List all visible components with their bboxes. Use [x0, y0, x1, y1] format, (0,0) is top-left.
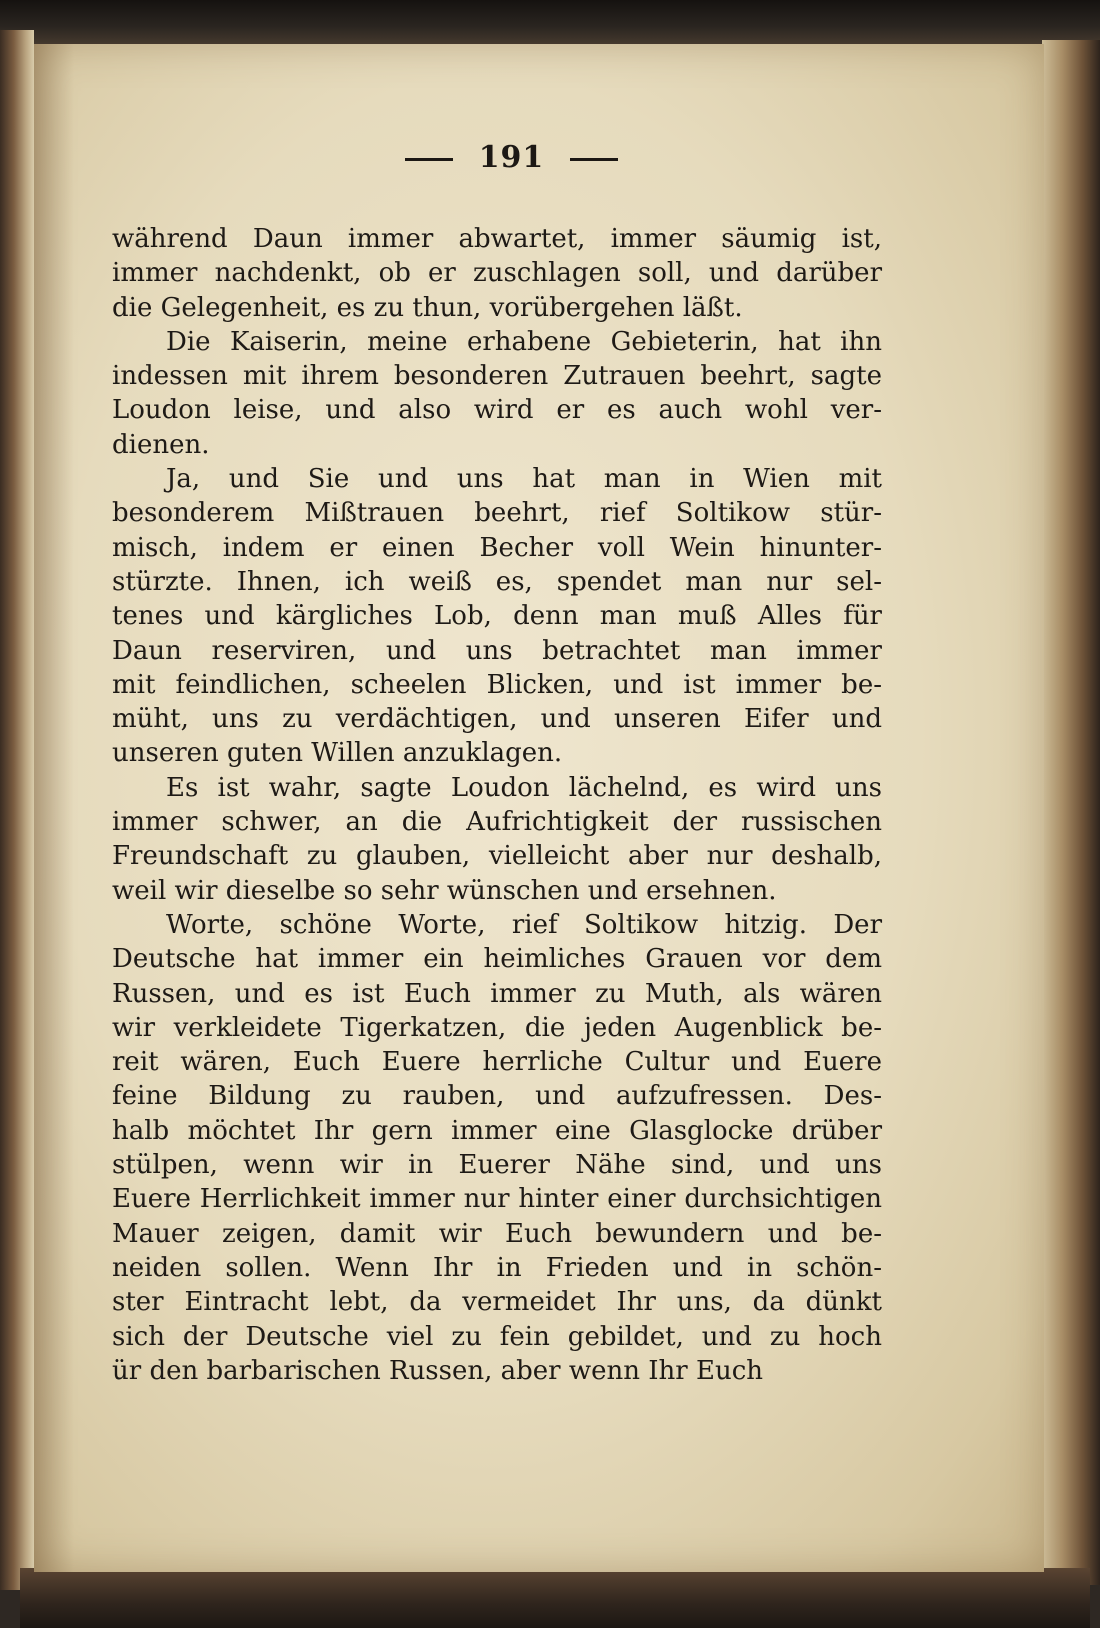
book-top-edge	[0, 0, 1100, 48]
text-line: neiden sollen. Wenn Ihr in Frieden und in schön-	[112, 1252, 882, 1283]
text-line: mit feindlichen, scheelen Blicken, und ist immer be-	[112, 669, 882, 700]
text-line: Loudon leise, und also wird er es auch wohl ver-	[112, 395, 882, 426]
paragraph	[112, 325, 882, 462]
text-line: Die Kaiserin, meine erhabene Gebieterin, hat ihn	[166, 326, 882, 357]
text-line: Mauer zeigen, damit wir Euch bewundern und be-	[112, 1218, 882, 1249]
text-line: Euere Herrlichkeit immer nur hinter einer durchsichtigen	[112, 1184, 882, 1215]
paragraph	[112, 462, 882, 771]
paragraph	[112, 908, 882, 1388]
text-line: Russen, und es ist Euch immer zu Muth, als wären	[112, 978, 882, 1009]
text-line: Ja, und Sie und uns hat man in Wien mit	[166, 464, 882, 495]
text-line: ür den barbarischen Russen, aber wenn Ihr Euch	[112, 1355, 764, 1386]
text-line: indessen mit ihrem besonderen Zutrauen beehrt, sagte	[112, 361, 882, 392]
text-line: besonderem Mißtrauen beehrt, rief Soltikow stür-	[112, 498, 882, 529]
text-line: feine Bildung zu rauben, und aufzufressen. Des-	[112, 1081, 882, 1112]
text-line: unseren guten Willen anzuklagen.	[112, 738, 563, 769]
text-line: während Daun immer abwartet, immer säumig ist,	[112, 224, 882, 254]
page-header	[34, 140, 989, 175]
header-rule-right	[570, 158, 618, 161]
text-line: Freundschaft zu glauben, vielleicht aber nur deshalb,	[112, 841, 882, 872]
book-page-edges	[1042, 40, 1100, 1585]
body-text	[112, 222, 882, 1388]
text-line: müht, uns zu verdächtigen, und unseren Eifer und	[112, 704, 882, 735]
text-line: tenes und kärgliches Lob, denn man muß Alles für	[112, 601, 882, 632]
paragraph	[112, 222, 882, 325]
text-line: Daun reserviren, und uns betrachtet man immer	[112, 635, 882, 666]
gutter-shadow	[34, 44, 74, 1572]
text-line: dienen.	[112, 429, 210, 460]
text-line: stürzte. Ihnen, ich weiß es, spendet man nur sel-	[112, 566, 882, 597]
text-line: weil wir dieselbe so sehr wünschen und ersehnen.	[112, 875, 777, 906]
text-line: ster Eintracht lebt, da vermeidet Ihr uns, da dünkt	[112, 1287, 882, 1318]
header-rule-left	[405, 158, 453, 161]
book-page	[34, 44, 1044, 1572]
text-line: reit wären, Euch Euere herrliche Cultur und Euere	[112, 1047, 882, 1078]
book-bottom-edge	[20, 1568, 1090, 1628]
text-line: stülpen, wenn wir in Euerer Nähe sind, und uns	[112, 1150, 882, 1181]
paragraph	[112, 771, 882, 908]
text-line: immer nachdenkt, ob er zuschlagen soll, und darüber	[112, 258, 882, 289]
text-line: immer schwer, an die Aufrichtigkeit der russischen	[112, 807, 882, 838]
text-line: wir verkleidete Tigerkatzen, die jeden Augenblick be-	[112, 1012, 882, 1043]
book-spine-edge	[0, 30, 34, 1590]
page-number: 191	[478, 140, 545, 175]
text-line: die Gelegenheit, es zu thun, vorübergehen läßt.	[112, 292, 743, 323]
text-line: misch, indem er einen Becher voll Wein hinunter-	[112, 532, 882, 563]
text-line: halb möchtet Ihr gern immer eine Glasglocke drüber	[112, 1115, 882, 1146]
text-line: sich der Deutsche viel zu fein gebildet, und zu hoch	[112, 1321, 882, 1352]
text-line: Es ist wahr, sagte Loudon lächelnd, es wird uns	[166, 772, 882, 803]
text-line: Deutsche hat immer ein heimliches Grauen vor dem	[112, 944, 882, 975]
text-line: Worte, schöne Worte, rief Soltikow hitzig. Der	[166, 909, 882, 940]
